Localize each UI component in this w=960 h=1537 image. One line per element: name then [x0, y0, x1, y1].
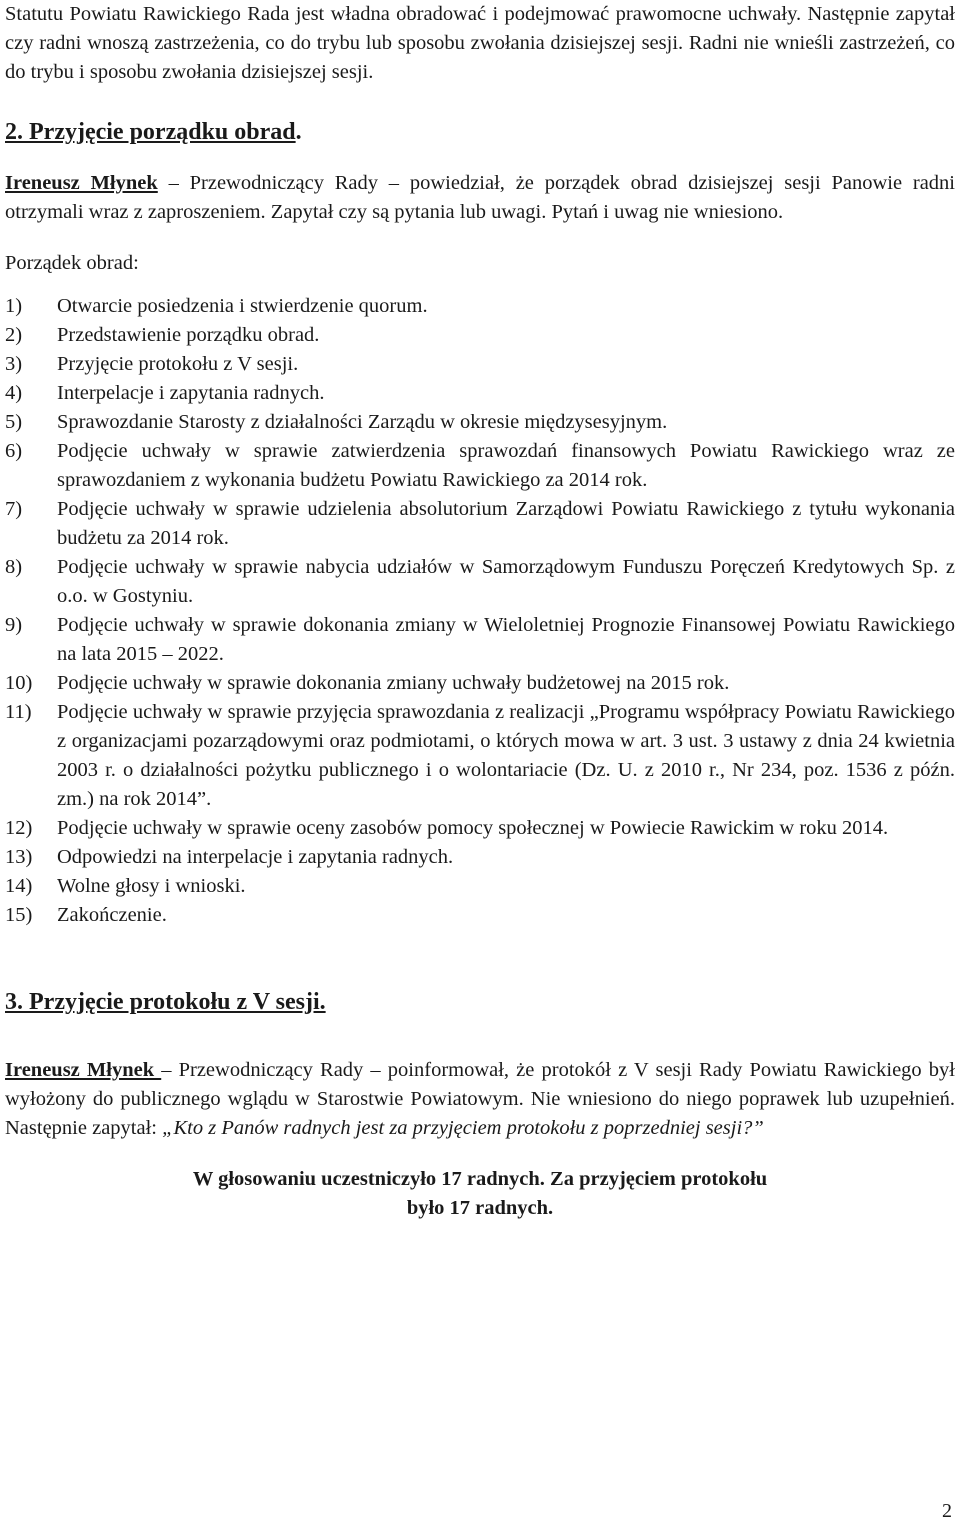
- section-2-text: – Przewodniczący Rady – powiedział, że porządek obrad dzisiejszej sesji Panowie radni otrzymali wraz z zaproszeniem. Zapytał czy są pytania lub uwagi. Pytań i uwag nie wniesiono.: [5, 172, 956, 223]
- agenda-item: [5, 872, 955, 901]
- agenda-item-number: 6): [5, 440, 23, 462]
- agenda-item: [5, 350, 955, 379]
- agenda-item: [5, 901, 955, 930]
- agenda-item-text: Podjęcie uchwały w sprawie dokonania zmiany w Wieloletniej Prognozie Finansowej Powiatu Rawickiego na lata 2015 – 2022.: [57, 614, 955, 665]
- agenda-item-number: 9): [5, 614, 23, 636]
- agenda-item-number: 2): [5, 324, 23, 346]
- section-3-paragraph: [5, 1056, 955, 1143]
- agenda-item-number: 15): [5, 904, 33, 926]
- agenda-item: [5, 379, 955, 408]
- speaker-name: Ireneusz Młynek: [5, 172, 158, 194]
- agenda-item: [5, 553, 955, 611]
- agenda-item-text: Podjęcie uchwały w sprawie przyjęcia sprawozdania z realizacji „Programu współpracy Powiatu Rawickiego z organizacjami pozarządowymi oraz podmiotami, o których mowa w art. 3 ust. 3 ustawy z dnia 24 kwietnia 2003 r. o działalności pożytku publicznego i o wolontariacie (Dz. U. z 2010 r., Nr 234, poz. 1536 z późn. zm.) na rok 2014”.: [57, 701, 955, 810]
- agenda-item: [5, 698, 955, 814]
- agenda-item-text: Interpelacje i zapytania radnych.: [57, 382, 325, 404]
- agenda-item-text: Podjęcie uchwały w sprawie dokonania zmiany uchwały budżetowej na 2015 rok.: [57, 672, 730, 694]
- agenda-item-text: Podjęcie uchwały w sprawie zatwierdzenia sprawozdań finansowych Powiatu Rawickiego wraz ze sprawozdaniem z wykonania budżetu Powiatu Rawickiego za 2014 rok.: [57, 440, 955, 491]
- agenda-item-text: Przedstawienie porządku obrad.: [57, 324, 320, 346]
- agenda-item-text: Podjęcie uchwały w sprawie oceny zasobów pomocy społecznej w Powiecie Rawickim w roku 2014.: [57, 817, 889, 839]
- agenda-item-text: Przyjęcie protokołu z V sesji.: [57, 353, 299, 375]
- agenda-title: Porządek obrad:: [5, 252, 139, 274]
- section-3-heading: 3. Przyjęcie protokołu z V sesji.: [5, 989, 326, 1015]
- agenda-item-text: Wolne głosy i wnioski.: [57, 875, 246, 897]
- section-2-heading-text: 2. Przyjęcie porządku obrad: [5, 119, 296, 145]
- agenda-item-number: 1): [5, 295, 23, 317]
- agenda-item-text: Podjęcie uchwały w sprawie udzielenia absolutorium Zarządowi Powiatu Rawickiego z tytułu wykonania budżetu za 2014 rok.: [57, 498, 955, 549]
- agenda-item: [5, 814, 955, 843]
- intro-paragraph: Statutu Powiatu Rawickiego Rada jest władna obradować i podejmować prawomocne uchwały. Następnie zapytał czy radni wnoszą zastrzeżenia, co do trybu lub sposobu zwołania dzisiejszej sesji. Radni nie wnieśli zastrzeżeń, co do trybu i sposobu zwołania dzisiejszej sesji.: [5, 3, 955, 83]
- agenda-item-number: 11): [5, 701, 32, 723]
- section-3-question: „Kto z Panów radnych jest za przyjęciem protokołu z poprzedniej sesji?”: [162, 1117, 764, 1139]
- agenda-item: [5, 321, 955, 350]
- agenda-item: [5, 408, 955, 437]
- section-2-heading: [5, 117, 955, 147]
- page-number: 2: [942, 1500, 952, 1522]
- agenda-list: [5, 292, 955, 930]
- vote-result: [5, 1165, 955, 1223]
- agenda-item-text: Otwarcie posiedzenia i stwierdzenie quorum.: [57, 295, 428, 317]
- agenda-item-text: Sprawozdanie Starosty z działalności Zarządu w okresie międzysesyjnym.: [57, 411, 668, 433]
- agenda-item: [5, 292, 955, 321]
- agenda-item-number: 7): [5, 498, 23, 520]
- agenda-item-text: Podjęcie uchwały w sprawie nabycia udziałów w Samorządowym Funduszu Poręczeń Kredytowych Sp. z o.o. w Gostyniu.: [57, 556, 955, 607]
- section-3-text: – Przewodniczący Rady – poinformował, że protokół z V sesji Rady Powiatu Rawickiego był wyłożony do publicznego wglądu w Starostwie Powiatowym. Nie wniesiono do niego poprawek lub uzupełnień. Następnie zapytał:: [5, 1059, 955, 1139]
- document-page: [5, 0, 955, 1223]
- agenda-item-number: 10): [5, 672, 33, 694]
- vote-result-line-2: było 17 radnych.: [406, 1197, 554, 1219]
- agenda-item-number: 13): [5, 846, 33, 868]
- agenda-item: [5, 669, 955, 698]
- agenda-item-number: 3): [5, 353, 23, 375]
- agenda-item-number: 8): [5, 556, 23, 578]
- agenda-item: [5, 843, 955, 872]
- vote-result-line-1: W głosowaniu uczestniczyło 17 radnych. Za przyjęciem protokołu: [192, 1168, 768, 1190]
- agenda-item: [5, 495, 955, 553]
- agenda-item-number: 4): [5, 382, 23, 404]
- section-2-paragraph: [5, 169, 955, 227]
- agenda-item: [5, 611, 955, 669]
- agenda-item-text: Zakończenie.: [57, 904, 167, 926]
- agenda-item: [5, 437, 955, 495]
- agenda-item-number: 14): [5, 875, 33, 897]
- agenda-item-number: 12): [5, 817, 33, 839]
- section-2-heading-dot: .: [295, 119, 302, 145]
- speaker-name: Ireneusz Młynek: [5, 1059, 162, 1081]
- agenda-item-text: Odpowiedzi na interpelacje i zapytania radnych.: [57, 846, 454, 868]
- agenda-item-number: 5): [5, 411, 23, 433]
